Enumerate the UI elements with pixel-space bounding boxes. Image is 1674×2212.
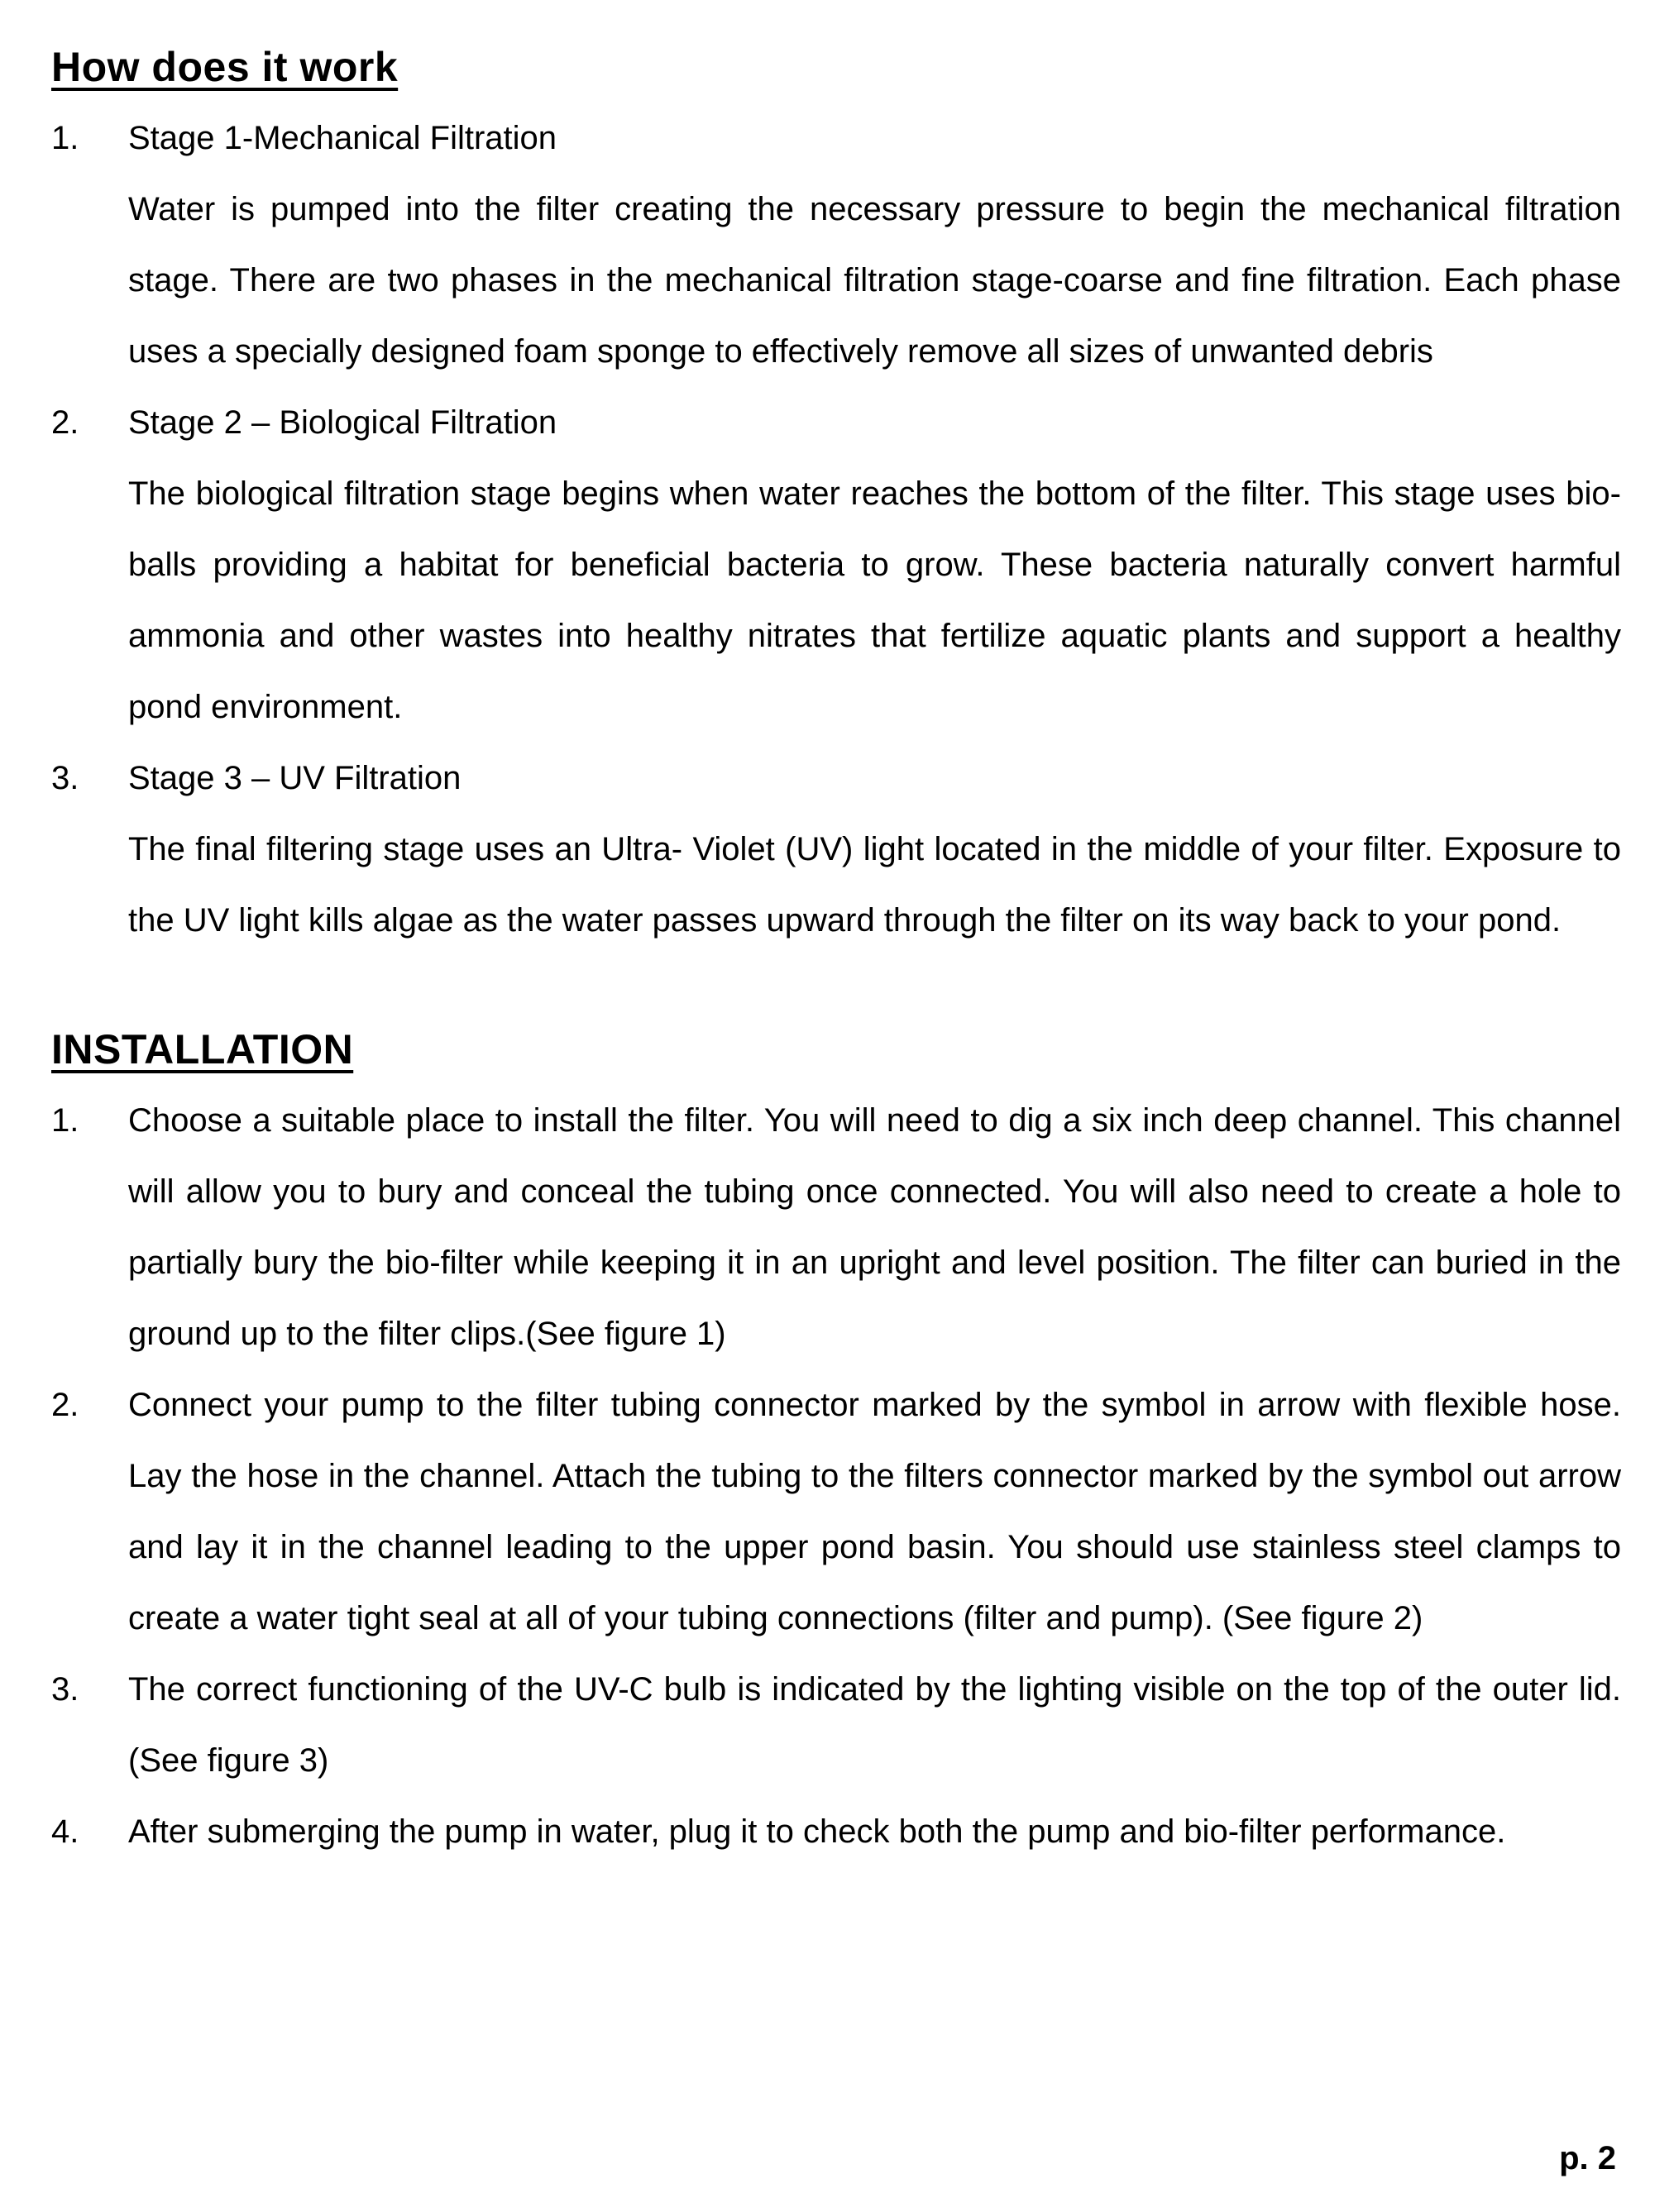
stage-description: Water is pumped into the filter creating the necessary pressure to begin the mechanical filtration stage. There are two phases in the mechanical filtration stage-coarse and fine filtration. Each phase uses a specially designed foam sponge to effectively remove all sizes of unwanted debris [128,191,1621,370]
heading-how-does-it-work: How does it work [51,44,399,90]
list-item-number: 3. [51,760,79,796]
how-it-works-list [51,103,1621,956]
list-item [51,1085,1621,1369]
installation-step-text: After submerging the pump in water, plug it to check both the pump and bio-filter performance. [128,1813,1506,1850]
stage-title: Stage 1-Mechanical Filtration [128,120,557,156]
list-item-content [128,387,1621,743]
stage-title: Stage 3 – UV Filtration [128,760,462,796]
installation-list [51,1085,1621,1867]
list-item-number: 1. [51,1102,79,1139]
installation-step-text: Connect your pump to the filter tubing connector marked by the symbol in arrow with flexible hose. Lay the hose in the channel. Attach the tubing to the filters connector marked by the symbol out arrow and lay it in the channel leading to the upper pond basin. You should use stainless steel clamps to create a water tight seal at all of your tubing connections (filter and pump). (See figure 2) [128,1387,1621,1636]
list-item [51,1654,1621,1796]
list-item-number: 2. [51,1387,79,1423]
stage-description: The final filtering stage uses an Ultra- Violet (UV) light located in the middle of your filter. Exposure to the UV light kills algae as the water passes upward through the filter on its way back to your pond. [128,831,1621,939]
list-item [51,743,1621,956]
list-item-content [128,1085,1621,1369]
list-item-content [128,1654,1621,1796]
list-item [51,1369,1621,1654]
list-item-content [128,1369,1621,1654]
heading-installation: INSTALLATION [51,1026,354,1073]
list-item [51,387,1621,743]
list-item-content [128,743,1621,956]
list-item-content [128,1796,1621,1867]
list-item [51,1796,1621,1867]
installation-step-text: Choose a suitable place to install the filter. You will need to dig a six inch deep channel. This channel will allow you to bury and conceal the tubing once connected. You will also need to create a hole to partially bury the bio-filter while keeping it in an upright and level position. The filter can buried in the ground up to the filter clips.(See figure 1) [128,1102,1621,1352]
list-item [51,103,1621,387]
installation-step-text: The correct functioning of the UV-C bulb is indicated by the lighting visible on the top of the outer lid.(See figure 3) [128,1671,1621,1779]
list-item-content [128,103,1621,387]
list-item-number: 4. [51,1813,79,1850]
list-item-number: 2. [51,404,79,441]
stage-title: Stage 2 – Biological Filtration [128,404,557,441]
page-number: p. 2 [1559,2140,1616,2176]
list-item-number: 1. [51,120,79,156]
list-item-number: 3. [51,1671,79,1708]
stage-description: The biological filtration stage begins when water reaches the bottom of the filter. This stage uses bio-balls providing a habitat for beneficial bacteria to grow. These bacteria naturally convert harmful ammonia and other wastes into healthy nitrates that fertilize aquatic plants and support a healthy pond environment. [128,475,1621,725]
